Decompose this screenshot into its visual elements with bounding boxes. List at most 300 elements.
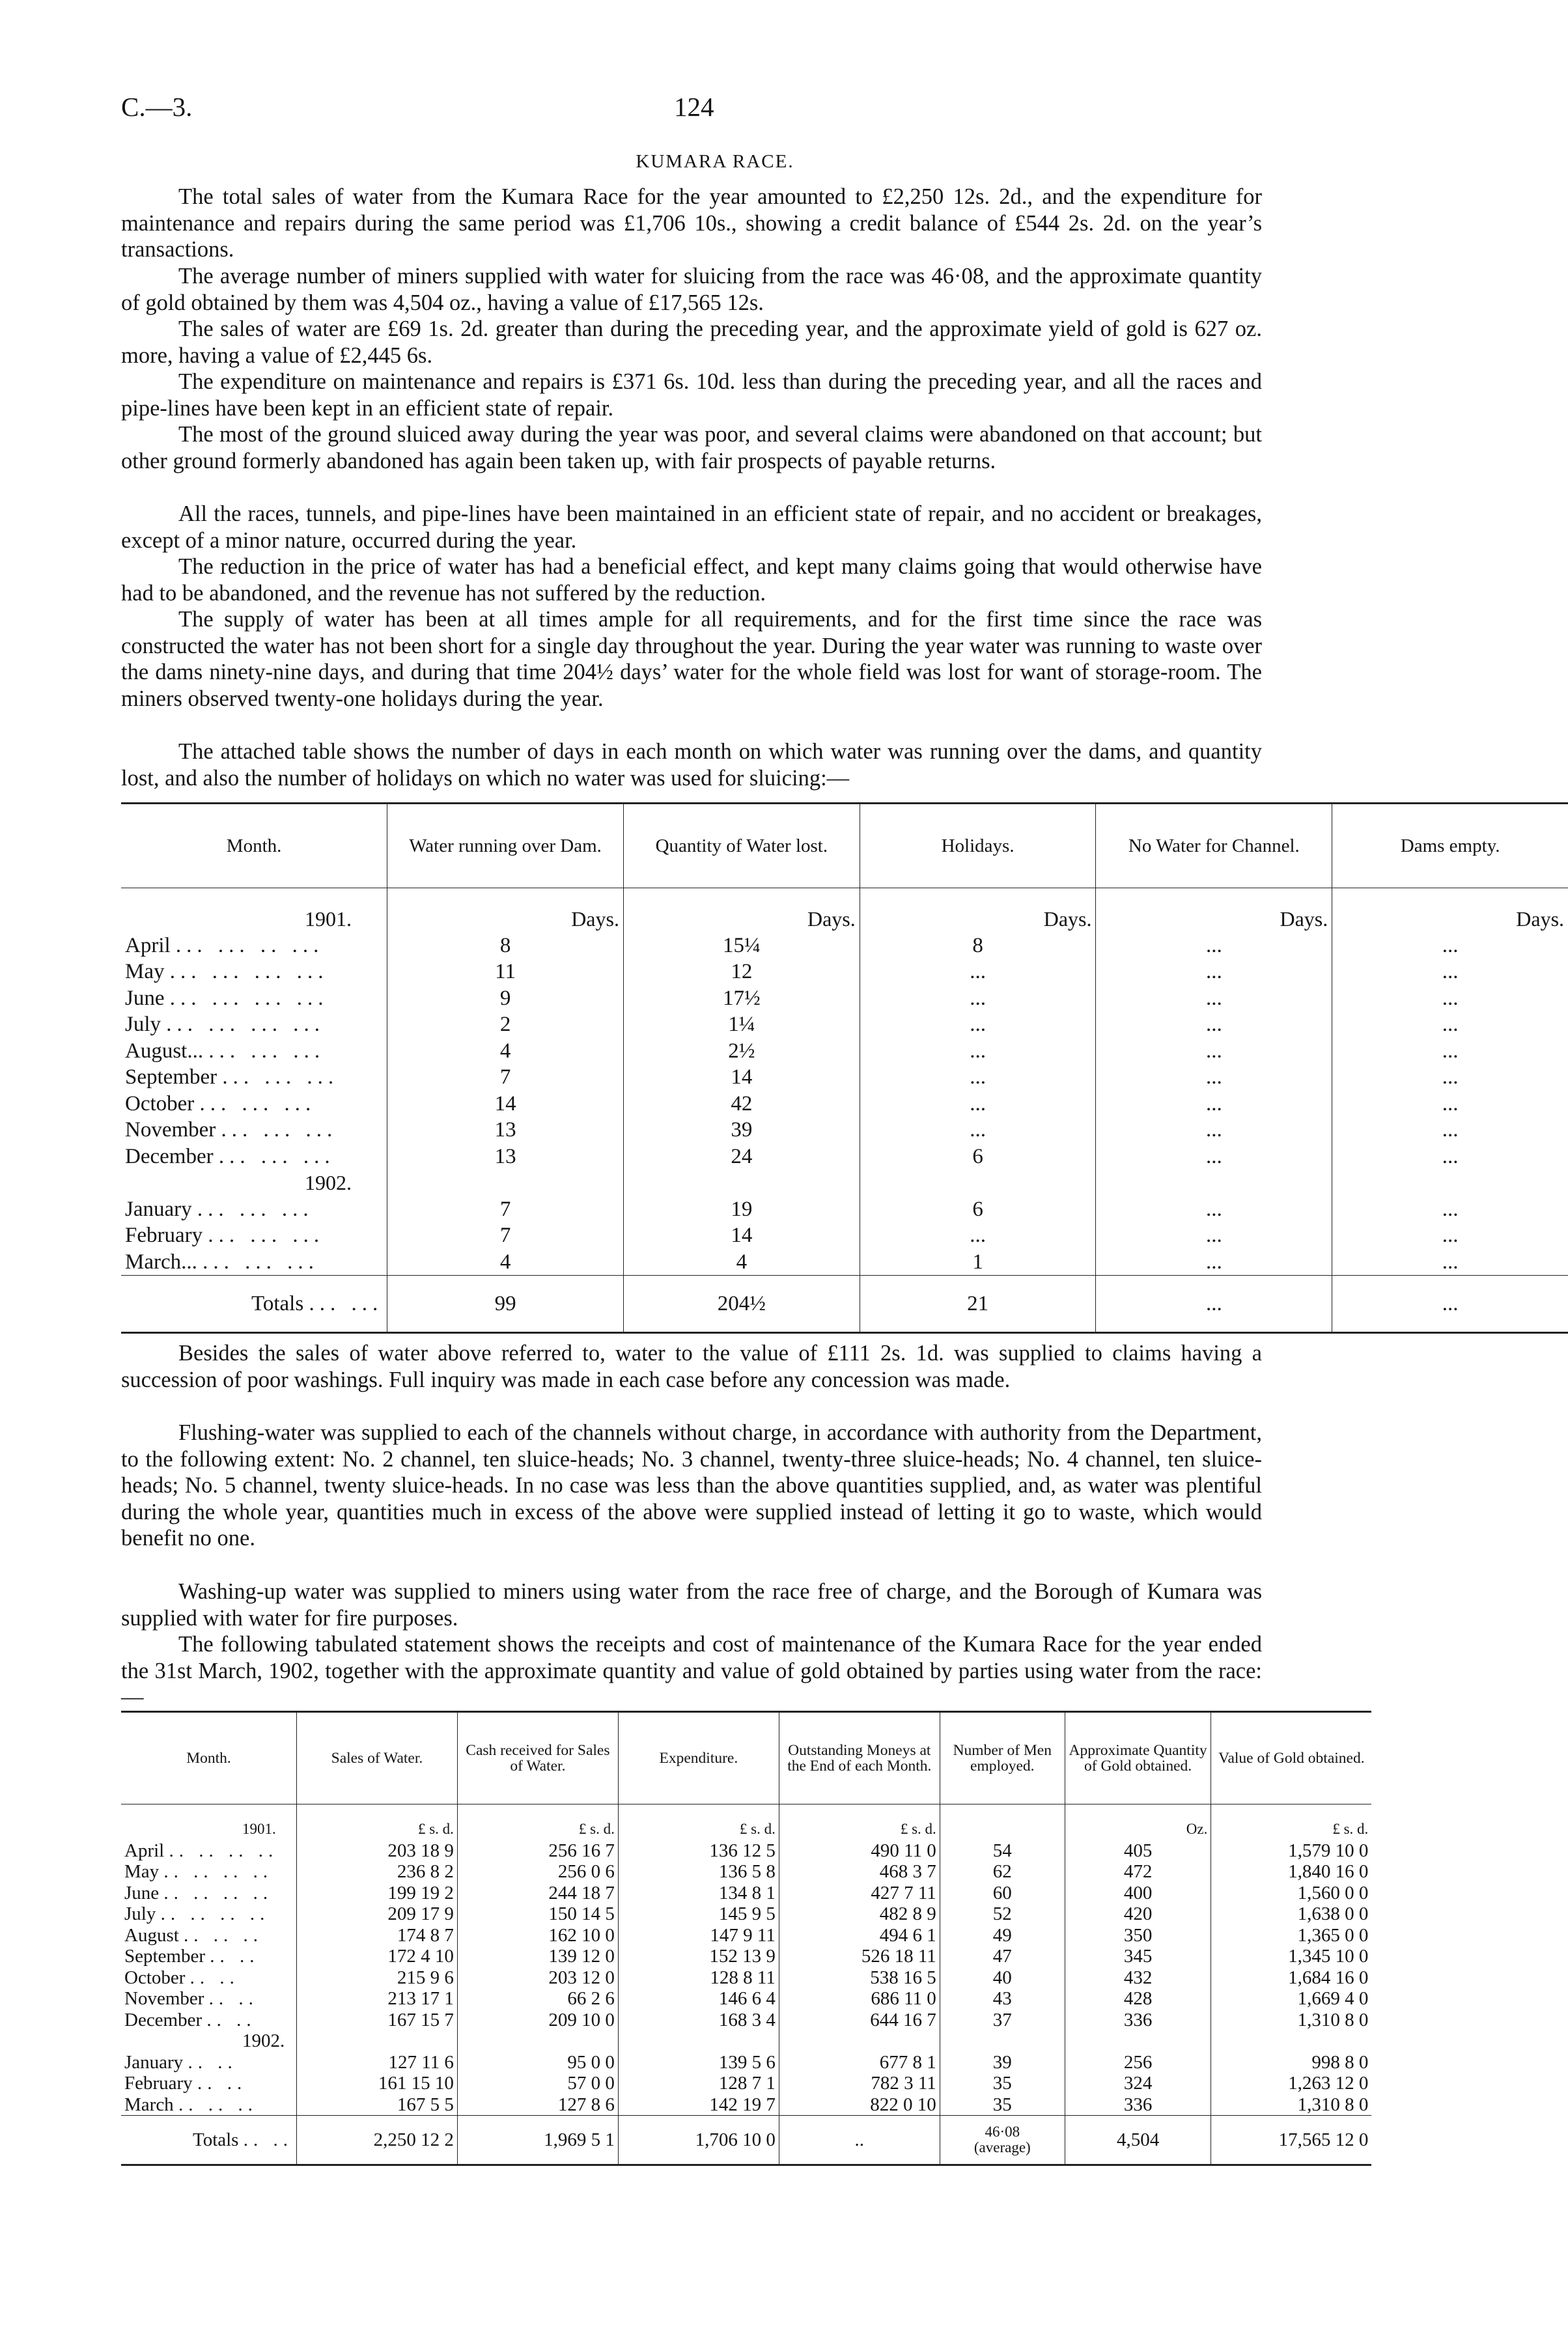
dams-empty-cell: ... (1332, 1091, 1568, 1117)
holidays-cell: ... (860, 1064, 1096, 1091)
unit-label: Days. (623, 906, 860, 933)
leader-dots: ... ... ... (208, 1224, 325, 1247)
men-employed-cell: 39 (940, 2052, 1065, 2073)
table-row (121, 1925, 1371, 1946)
table-row (121, 1967, 1371, 1989)
no-water-cell: ... (1096, 1222, 1332, 1249)
sales-of-water-cell: 215 9 6 (296, 1967, 457, 1989)
gold-quantity-cell: 336 (1065, 2010, 1211, 2031)
men-average-value: 46·08 (985, 2124, 1020, 2140)
cash-received-cell: 127 8 6 (457, 2094, 618, 2116)
gold-value-cell: 1,579 10 0 (1211, 1840, 1371, 1862)
leader-dots: ... ... (309, 1291, 384, 1315)
paragraph-tabulated-statement: The following tabulated statement shows the receipts and cost of maintenance of the Kumara Race for the year ended the 31st March, 1902, together with the approximate quantity and value of gold obtained by parties using water from the race:— (121, 1632, 1262, 1709)
empty-cell (623, 1170, 860, 1196)
column-header-gold-quantity: Approximate Quantity of Gold obtained. (1065, 1712, 1211, 1804)
totals-label-cell (121, 2116, 296, 2165)
men-employed-cell: 35 (940, 2073, 1065, 2094)
unit-label: Oz. (1065, 1819, 1211, 1840)
totals-label: Totals (251, 1291, 304, 1315)
gold-value-cell: 1,684 16 0 (1211, 1967, 1371, 1989)
empty-cell (296, 2030, 457, 2052)
gold-value-cell: 1,638 0 0 (1211, 1903, 1371, 1925)
month-label: March... (125, 1250, 197, 1274)
expenditure-cell: 128 8 11 (618, 1967, 779, 1989)
outstanding-moneys-cell: 482 8 9 (779, 1903, 940, 1925)
expenditure-cell: 142 19 7 (618, 2094, 779, 2116)
men-employed-cell: 54 (940, 1840, 1065, 1862)
paragraph-races-maintained: All the races, tunnels, and pipe-lines have been maintained in an efficient state of repair, and no accident or breakages, except of a minor nature, occurred during the year. (121, 501, 1262, 553)
cash-received-cell: 256 0 6 (457, 1861, 618, 1883)
year-row (121, 2030, 1371, 2052)
gold-quantity-cell: 400 (1065, 1883, 1211, 1904)
leader-dots: ... ... ... ... (166, 1013, 326, 1036)
gold-quantity-cell: 428 (1065, 1988, 1211, 2010)
no-water-cell: ... (1096, 1064, 1332, 1091)
totals-row (121, 2116, 1371, 2165)
water-lost-cell: 17½ (623, 985, 860, 1012)
cash-received-cell: 57 0 0 (457, 2073, 618, 2094)
outstanding-moneys-cell: 677 8 1 (779, 2052, 940, 2073)
paragraph-water-supply: The supply of water has been at all times ample for all requirements, and for the first time since the race was constructed the water has not been short for a single day throughout the year. During the year water was running to waste over the dams ninety-nine days, and during that time 204½ days’ water for the whole field was lost for want of storage-room. The miners observed twenty-one holidays during the year. (121, 607, 1262, 711)
month-label: January (124, 2051, 184, 2073)
holidays-cell: ... (860, 985, 1096, 1012)
month-cell (121, 1196, 387, 1223)
leader-dots: .. .. (189, 1967, 240, 1988)
leader-dots: .. .. .. (178, 2094, 258, 2115)
column-header-gold-value: Value of Gold obtained. (1211, 1712, 1371, 1804)
month-cell (121, 2052, 296, 2073)
sales-of-water-cell: 161 15 10 (296, 2073, 457, 2094)
column-header-outstanding-moneys: Outstanding Moneys at the End of each Month. (779, 1712, 940, 1804)
leader-dots: .. .. (188, 2051, 238, 2073)
expenditure-cell: 147 9 11 (618, 1925, 779, 1946)
gold-quantity-cell: 350 (1065, 1925, 1211, 1946)
table-row (121, 1249, 1568, 1276)
leader-dots: .. .. .. .. (169, 1840, 279, 1861)
holidays-cell: ... (860, 1091, 1096, 1117)
year-label: 1901. (305, 907, 352, 931)
paragraph-miners-supplied: The average number of miners supplied with water for sluicing from the race was 46·08, and the approximate quantity of gold obtained by them was 4,504 oz., having a value of £17,565 12s. (121, 264, 1262, 315)
outstanding-moneys-cell: 686 11 0 (779, 1988, 940, 2010)
holidays-cell: 6 (860, 1144, 1096, 1170)
dams-empty-cell: ... (1332, 1196, 1568, 1223)
sales-of-water-cell: 172 4 10 (296, 1946, 457, 1967)
gold-quantity-cell: 432 (1065, 1967, 1211, 1989)
year-row (121, 1819, 1371, 1840)
outstanding-moneys-cell: 526 18 11 (779, 1946, 940, 1967)
empty-cell (618, 2030, 779, 2052)
dams-empty-cell: ... (1332, 1011, 1568, 1038)
dams-empty-cell: ... (1332, 985, 1568, 1012)
month-cell (121, 985, 387, 1012)
table-row (121, 2094, 1371, 2116)
cash-received-cell: 203 12 0 (457, 1967, 618, 1989)
year-label: 1902. (242, 2030, 285, 2051)
leader-dots: ... ... ... (199, 1091, 316, 1116)
gold-quantity-cell: 4,504 (1065, 2116, 1211, 2165)
no-water-cell: ... (1096, 985, 1332, 1012)
section-title: KUMARA RACE. (636, 151, 794, 172)
water-over-dam-cell: 2 (387, 1011, 624, 1038)
gold-value-cell: 17,565 12 0 (1211, 2116, 1371, 2165)
outstanding-moneys-cell: 644 16 7 (779, 2010, 940, 2031)
water-over-dam-cell: 99 (387, 1276, 624, 1333)
month-cell (121, 959, 387, 985)
gold-value-cell: 1,365 0 0 (1211, 1925, 1371, 1946)
leader-dots: ... ... ... (208, 1039, 326, 1063)
paragraph-expenditure: The expenditure on maintenance and repairs is £371 6s. 10d. less than during the preceding year, and all the races and pipe-lines have been kept in an efficient state of repair. (121, 369, 1262, 421)
month-label: January (125, 1197, 192, 1221)
water-over-dam-cell: 7 (387, 1196, 624, 1223)
month-cell (121, 1840, 296, 1862)
expenditure-cell: 168 3 4 (618, 2010, 779, 2031)
table-row (121, 2073, 1371, 2094)
leader-dots: .. .. .. .. (163, 1861, 273, 1882)
sales-of-water-cell: 127 11 6 (296, 2052, 457, 2073)
year-label: 1902. (305, 1171, 352, 1194)
month-label: February (125, 1224, 203, 1247)
water-over-dam-cell: 7 (387, 1064, 624, 1091)
dams-empty-cell: ... (1332, 1144, 1568, 1170)
water-over-dam-cell: 7 (387, 1222, 624, 1249)
cash-received-cell: 244 18 7 (457, 1883, 618, 1904)
month-label: December (125, 1144, 214, 1168)
empty-cell (1096, 1170, 1332, 1196)
men-employed-cell: 52 (940, 1903, 1065, 1925)
unit-label (940, 1819, 1065, 1840)
gold-value-cell: 1,310 8 0 (1211, 2094, 1371, 2116)
leader-dots: ... ... ... (218, 1144, 335, 1168)
leader-dots: .. .. (243, 2129, 293, 2150)
column-header-month: Month. (186, 1750, 231, 1767)
outstanding-moneys-cell: 468 3 7 (779, 1861, 940, 1883)
unit-label: Days. (860, 906, 1096, 933)
leader-dots: ... ... ... (197, 1197, 314, 1221)
dams-empty-cell: ... (1332, 1249, 1568, 1276)
year-row (121, 1170, 1568, 1196)
gold-value-cell: 1,669 4 0 (1211, 1988, 1371, 2010)
outstanding-moneys-cell: 782 3 11 (779, 2073, 940, 2094)
dams-empty-cell: ... (1332, 1276, 1568, 1333)
column-header-expenditure: Expenditure. (618, 1712, 779, 1804)
men-employed-cell: 35 (940, 2094, 1065, 2116)
water-over-dam-cell: 11 (387, 959, 624, 985)
month-label: September (124, 1946, 206, 1967)
expenditure-cell: 152 13 9 (618, 1946, 779, 1967)
gold-quantity-cell: 405 (1065, 1840, 1211, 1862)
no-water-cell: ... (1096, 1091, 1332, 1117)
table-row (121, 1117, 1568, 1144)
gold-quantity-cell: 336 (1065, 2094, 1211, 2116)
month-cell (121, 1967, 296, 1989)
outstanding-moneys-cell: 538 16 5 (779, 1967, 940, 1989)
expenditure-cell: 136 5 8 (618, 1861, 779, 1883)
men-employed-cell: 40 (940, 1967, 1065, 1989)
table-row (121, 1144, 1568, 1170)
month-cell (121, 2010, 296, 2031)
outstanding-moneys-cell: 494 6 1 (779, 1925, 940, 1946)
table-row (121, 1946, 1371, 1967)
holidays-cell: ... (860, 1117, 1096, 1144)
table-row (121, 1011, 1568, 1038)
empty-cell (940, 2030, 1065, 2052)
leader-dots: .. .. .. .. (160, 1903, 270, 1924)
month-cell (121, 1946, 296, 1967)
month-cell (121, 933, 387, 959)
table-row (121, 1091, 1568, 1117)
column-header-sales-of-water: Sales of Water. (296, 1712, 457, 1804)
month-label: November (124, 1988, 204, 2009)
paragraph-flushing-water: Flushing-water was supplied to each of the channels without charge, in accordance with authority from the Department, to the following extent: No. 2 channel, ten sluice-heads; No. 3 channel, twenty-three sluice-heads; No. 4 channel, ten sluice-heads; No. 5 channel, twenty sluice-heads. In no case was less than the above quantities supplied, and, as water was plentiful during the whole year, quantities much in excess of the above were supplied instead of letting it go to waste, which would benefit no one. (121, 1420, 1262, 1551)
cash-received-cell: 162 10 0 (457, 1925, 618, 1946)
month-cell (121, 1038, 387, 1065)
gold-value-cell: 1,310 8 0 (1211, 2010, 1371, 2031)
holidays-cell: 8 (860, 933, 1096, 959)
column-header-dams-empty: Dams empty. (1332, 804, 1568, 888)
table-row (121, 1988, 1371, 2010)
year-label: 1901. (242, 1821, 276, 1837)
outstanding-moneys-cell: 822 0 10 (779, 2094, 940, 2116)
leader-dots: .. .. (206, 2009, 257, 2030)
paragraph-ground-sluiced: The most of the ground sluiced away during the year was poor, and several claims were abandoned on that account; but other ground formerly abandoned has again been taken up, with fair prospects of payable returns. (121, 422, 1262, 473)
dams-empty-cell: ... (1332, 959, 1568, 985)
month-cell (121, 1249, 387, 1276)
leader-dots: ... ... ... (221, 1118, 338, 1142)
month-cell (121, 1222, 387, 1249)
sales-of-water-cell: 167 15 7 (296, 2010, 457, 2031)
water-over-dam-cell: 13 (387, 1117, 624, 1144)
table-row (121, 985, 1568, 1012)
month-label: December (124, 2009, 203, 2030)
table-body (121, 1804, 1371, 2165)
paragraph-price-reduction: The reduction in the price of water has had a beneficial effect, and kept many claims going that would otherwise have had to be abandoned, and the revenue has not suffered by the reduction. (121, 554, 1262, 606)
holidays-cell: ... (860, 1222, 1096, 1249)
unit-label: £ s. d. (1211, 1819, 1371, 1840)
dams-empty-cell: ... (1332, 1117, 1568, 1144)
column-header-month: Month. (226, 835, 282, 856)
month-label: August (124, 1924, 179, 1946)
leader-dots: .. .. (210, 1946, 260, 1967)
table-row (121, 1840, 1371, 1862)
month-cell (121, 1144, 387, 1170)
water-lost-cell: 19 (623, 1196, 860, 1223)
month-label: September (125, 1065, 217, 1089)
water-lost-cell: 204½ (623, 1276, 860, 1333)
holidays-cell: 1 (860, 1249, 1096, 1276)
totals-label-cell (121, 1276, 387, 1333)
month-label: October (125, 1091, 195, 1116)
table-row (121, 959, 1568, 985)
holidays-cell: ... (860, 959, 1096, 985)
empty-cell (860, 1170, 1096, 1196)
receipts-maintenance-table (121, 1711, 1371, 2166)
table-header-row (121, 804, 1568, 888)
water-lost-cell: 2½ (623, 1038, 860, 1065)
holidays-cell: ... (860, 1038, 1096, 1065)
month-label: July (125, 1013, 161, 1036)
paragraph-total-sales: The total sales of water from the Kumara Race for the year amounted to £2,250 12s. 2d., and the expenditure for maintenance and repairs during the same period was £1,706 10s., showing a credit balance of £544 2s. 2d. on the year’s transactions. (121, 184, 1262, 262)
page-number: 124 (674, 92, 714, 122)
cash-received-cell: 139 12 0 (457, 1946, 618, 1967)
month-label: February (124, 2073, 193, 2094)
gold-value-cell: 998 8 0 (1211, 2052, 1371, 2073)
column-header-men-employed: Number of Men employed. (940, 1712, 1065, 1804)
table-row (121, 1903, 1371, 1925)
paragraph-table-intro: The attached table shows the number of days in each month on which water was running over the dams, and quantity lost, and also the number of holidays on which no water was used for sluicing:— (121, 739, 1262, 791)
water-lost-cell: 1¼ (623, 1011, 860, 1038)
gold-quantity-cell: 324 (1065, 2073, 1211, 2094)
empty-cell (1332, 1170, 1568, 1196)
month-label: March (124, 2094, 174, 2115)
month-label: April (124, 1840, 165, 1861)
sales-of-water-cell: 2,250 12 2 (296, 2116, 457, 2165)
leader-dots: ... ... ... ... (169, 960, 329, 983)
cash-received-cell: 209 10 0 (457, 2010, 618, 2031)
no-water-cell: ... (1096, 1011, 1332, 1038)
water-days-table (121, 802, 1568, 1334)
water-over-dam-cell: 4 (387, 1038, 624, 1065)
water-lost-cell: 15¼ (623, 933, 860, 959)
month-cell (121, 1091, 387, 1117)
dams-empty-cell: ... (1332, 933, 1568, 959)
empty-cell (457, 2030, 618, 2052)
men-employed-cell: 43 (940, 1988, 1065, 2010)
year-row (121, 906, 1568, 933)
cash-received-cell: 1,969 5 1 (457, 2116, 618, 2165)
no-water-cell: ... (1096, 1038, 1332, 1065)
unit-label: £ s. d. (779, 1819, 940, 1840)
table-row (121, 2010, 1371, 2031)
leader-dots: ... ... ... (222, 1065, 339, 1089)
leader-dots: .. .. (208, 1988, 259, 2009)
no-water-cell: ... (1096, 959, 1332, 985)
month-cell (121, 1011, 387, 1038)
leader-dots: .. .. (197, 2073, 247, 2094)
unit-label: Days. (1332, 906, 1568, 933)
month-label: April (125, 933, 171, 957)
unit-label: Days. (1096, 906, 1332, 933)
expenditure-cell: 145 9 5 (618, 1903, 779, 1925)
outstanding-moneys-cell: .. (779, 2116, 940, 2165)
gold-value-cell: 1,345 10 0 (1211, 1946, 1371, 1967)
water-lost-cell: 42 (623, 1091, 860, 1117)
expenditure-cell: 134 8 1 (618, 1883, 779, 1904)
men-employed-cell: 62 (940, 1861, 1065, 1883)
sales-of-water-cell: 209 17 9 (296, 1903, 457, 1925)
month-label: May (124, 1861, 160, 1882)
dams-empty-cell: ... (1332, 1064, 1568, 1091)
month-label: November (125, 1118, 216, 1142)
dams-empty-cell: ... (1332, 1038, 1568, 1065)
month-label: October (124, 1967, 186, 1988)
holidays-cell: 21 (860, 1276, 1096, 1333)
table-row (121, 1038, 1568, 1065)
men-employed-cell: 37 (940, 2010, 1065, 2031)
water-lost-cell: 14 (623, 1064, 860, 1091)
month-cell (121, 1117, 387, 1144)
men-employed-cell: 47 (940, 1946, 1065, 1967)
no-water-cell: ... (1096, 1276, 1332, 1333)
gold-quantity-cell: 345 (1065, 1946, 1211, 1967)
gold-quantity-cell: 256 (1065, 2052, 1211, 2073)
paragraph-washing-up-water: Washing-up water was supplied to miners using water from the race free of charge, and the Borough of Kumara was supplied with water for fire purposes. (121, 1579, 1262, 1631)
water-over-dam-cell: 14 (387, 1091, 624, 1117)
no-water-cell: ... (1096, 1117, 1332, 1144)
cash-received-cell: 256 16 7 (457, 1840, 618, 1862)
expenditure-cell: 1,706 10 0 (618, 2116, 779, 2165)
water-over-dam-cell: 4 (387, 1249, 624, 1276)
water-lost-cell: 39 (623, 1117, 860, 1144)
sales-of-water-cell: 199 19 2 (296, 1883, 457, 1904)
paragraph-sales-greater: The sales of water are £69 1s. 2d. greater than during the preceding year, and the approximate yield of gold is 627 oz. more, having a value of £2,445 6s. (121, 316, 1262, 368)
month-label: August... (125, 1039, 204, 1063)
unit-label: £ s. d. (618, 1819, 779, 1840)
gold-value-cell: 1,263 12 0 (1211, 2073, 1371, 2094)
totals-label: Totals (193, 2129, 239, 2150)
unit-label: Days. (387, 906, 624, 933)
month-cell (121, 1861, 296, 1883)
table-row (121, 933, 1568, 959)
leader-dots: .. .. .. .. (163, 1882, 273, 1903)
water-over-dam-cell: 13 (387, 1144, 624, 1170)
gold-value-cell: 1,560 0 0 (1211, 1883, 1371, 1904)
month-label: June (125, 986, 165, 1010)
table-row (121, 2052, 1371, 2073)
table-row (121, 1064, 1568, 1091)
month-cell (121, 1988, 296, 2010)
month-cell (121, 2073, 296, 2094)
month-cell (121, 1064, 387, 1091)
holidays-cell: ... (860, 1011, 1096, 1038)
unit-label: £ s. d. (296, 1819, 457, 1840)
sales-of-water-cell: 203 18 9 (296, 1840, 457, 1862)
cash-received-cell: 66 2 6 (457, 1988, 618, 2010)
table-header-row (121, 1712, 1371, 1804)
water-lost-cell: 24 (623, 1144, 860, 1170)
expenditure-cell: 128 7 1 (618, 2073, 779, 2094)
paragraph-besides-sales: Besides the sales of water above referred to, water to the value of £111 2s. 1d. was supplied to claims having a succession of poor washings. Full inquiry was made in each case before any concession was made. (121, 1341, 1262, 1392)
month-cell (121, 1903, 296, 1925)
empty-cell (779, 2030, 940, 2052)
unit-label: £ s. d. (457, 1819, 618, 1840)
average-note: (average) (973, 2139, 1031, 2155)
totals-row (121, 1276, 1568, 1333)
month-cell (121, 1925, 296, 1946)
column-header-holidays: Holidays. (860, 804, 1096, 888)
month-cell (121, 2094, 296, 2116)
empty-cell (387, 1170, 624, 1196)
table-row (121, 1861, 1371, 1883)
empty-cell (1065, 2030, 1211, 2052)
no-water-cell: ... (1096, 933, 1332, 959)
no-water-cell: ... (1096, 1196, 1332, 1223)
document-reference: C.—3. (121, 92, 193, 122)
water-over-dam-cell: 8 (387, 933, 624, 959)
table-row (121, 1883, 1371, 1904)
column-header-water-lost: Quantity of Water lost. (623, 804, 860, 888)
no-water-cell: ... (1096, 1144, 1332, 1170)
sales-of-water-cell: 213 17 1 (296, 1988, 457, 2010)
water-lost-cell: 4 (623, 1249, 860, 1276)
water-lost-cell: 12 (623, 959, 860, 985)
column-header-water-over-dam: Water running over Dam. (387, 804, 624, 888)
sales-of-water-cell: 167 5 5 (296, 2094, 457, 2116)
leader-dots: ... ... ... ... (169, 986, 329, 1010)
leader-dots: ... ... ... (203, 1250, 319, 1274)
table-row (121, 1222, 1568, 1249)
men-employed-cell (940, 2116, 1065, 2165)
